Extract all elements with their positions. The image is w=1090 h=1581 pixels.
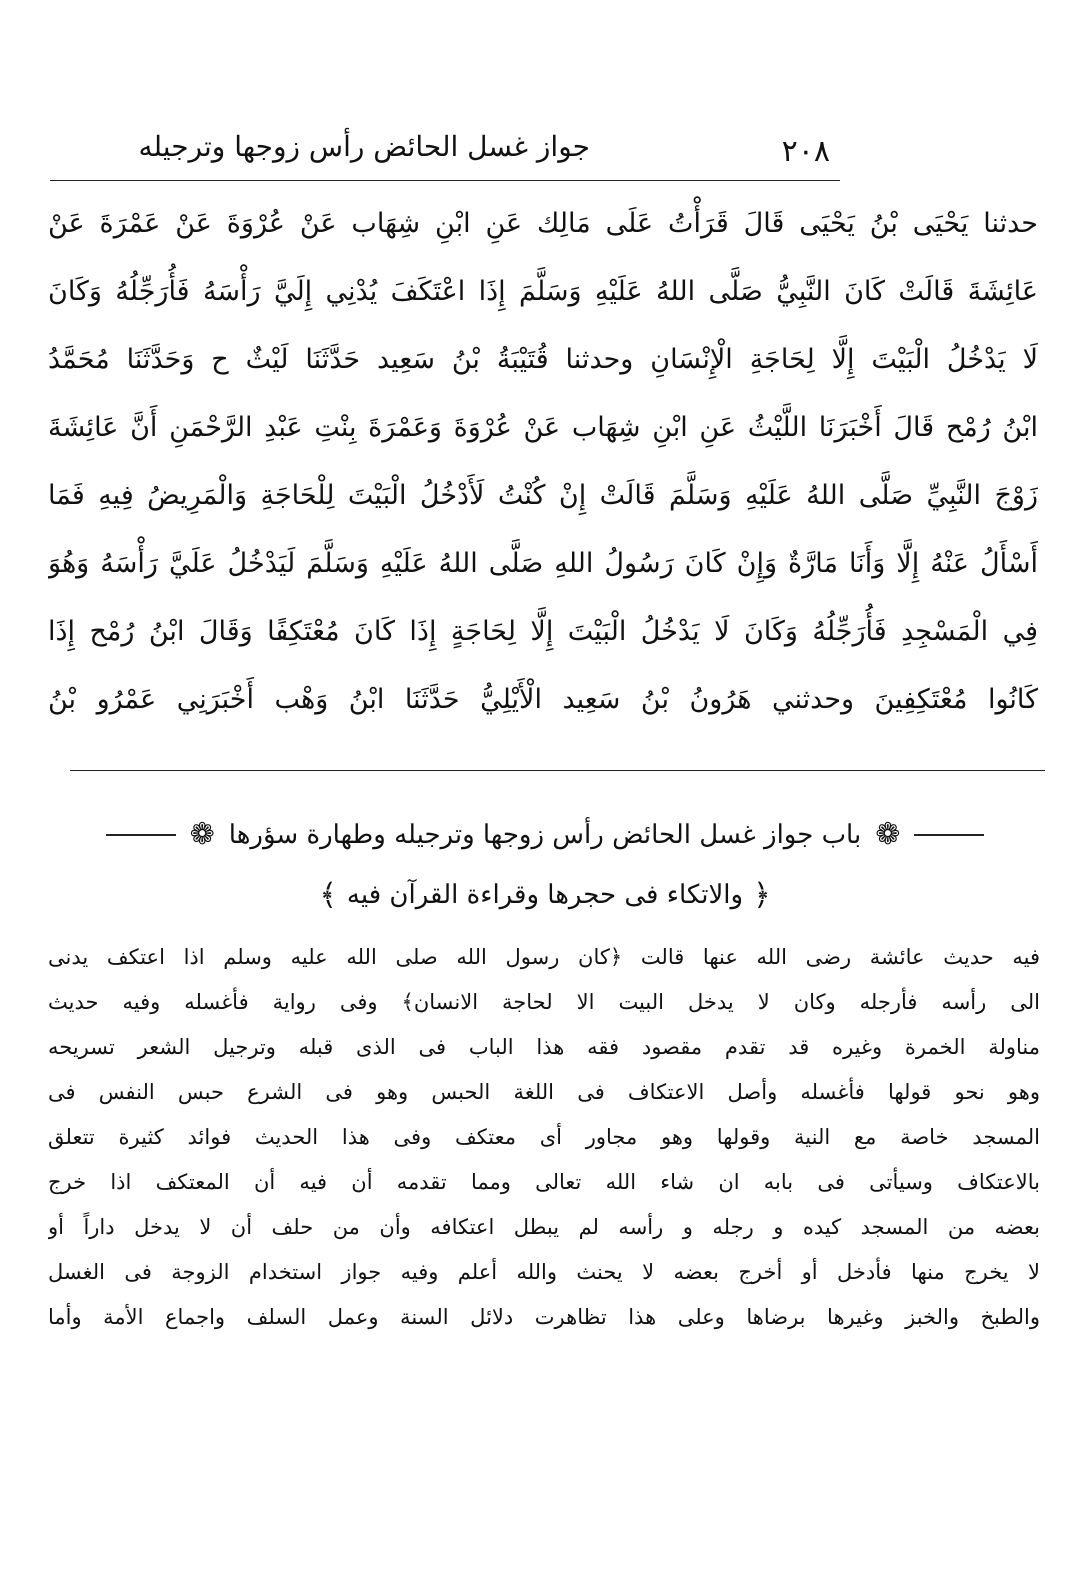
header-divider <box>50 180 840 181</box>
commentary-line: الى رأسه فأرجله وكان لا يدخل البيت الا لحاجة الانسان﴾ وفى رواية فأغسله وفيه حديث <box>48 990 1040 1014</box>
flourish-ornament-icon: ❁ <box>875 817 901 852</box>
commentary-line: فيه حديث عائشة رضى الله عنها قالت ﴿كان رسول الله صلى الله عليه وسلم اذا اعتكف يدنى <box>48 945 1040 969</box>
section-divider <box>70 770 1045 771</box>
commentary-line: بالاعتكاف وسيأتى فى بابه ان شاء الله تعالى ومما تقدمه أن فيه أن المعتكف اذا خرج <box>48 1170 1040 1194</box>
commentary-line: مناولة الخمرة وغيره قد تقدم مقصود فقه هذا الباب فى الذى قبله وترجيل الشعر تسريحه <box>48 1035 1040 1059</box>
commentary-line: المسجد خاصة مع النية وقولها وهو مجاور أى معتكف وفى هذا الحديث فوائد كثيرة تتعلق <box>48 1125 1040 1149</box>
chapter-title: باب جواز غسل الحائض رأس زوجها وترجيله وطهارة سؤرها <box>228 820 862 850</box>
chapter-heading <box>70 805 1020 925</box>
commentary-line: والطبخ والخبز وغيرها برضاها وعلى هذا تظاهرت دلائل السنة وعمل السلف واجماع الأمة وأما <box>48 1305 1040 1329</box>
hadith-line: حدثنا يَحْيَى بْنُ يَحْيَى قَالَ قَرَأْتُ عَلَى مَالِك عَنِ ابْنِ شِهَاب عَنْ عُرْوَةَ عَنْ عَمْرَةَ عَنْ <box>48 208 1038 239</box>
ornamental-bracket-icon: ﴿ <box>753 877 771 913</box>
hadith-line: أَسْأَلُ عَنْهُ إِلَّا وَأَنَا مَارَّةٌ وَإِنْ كَانَ رَسُولُ اللهِ صَلَّى اللهُ عَلَيْهِ وَسَلَّمَ لَيَدْخُلُ عَلَيَّ رَأْسَهُ وَهُوَ <box>48 548 1038 579</box>
page-header <box>50 118 840 178</box>
hadith-line: فِي الْمَسْجِدِ فَأُرَجِّلُهُ وَكَانَ لَا يَدْخُلُ الْبَيْتَ إِلَّا لِحَاجَةٍ إِذَا كَانَ مُعْتَكِفًا وَقَالَ ابْنُ رُمْح إِذَا <box>48 616 1038 647</box>
chapter-subtitle: والاتكاء فى حجرها وقراءة القرآن فيه <box>346 880 744 910</box>
hadith-line: زَوْجَ النَّبِيِّ صَلَّى اللهُ عَلَيْهِ وَسَلَّمَ قَالَتْ إِنْ كُنْتُ لَأَدْخُلُ الْبَيْتَ لِلْحَاجَةِ وَالْمَرِيضُ فِيهِ فَمَا <box>48 480 1038 511</box>
chapter-heading-line <box>70 867 1020 923</box>
ornamental-bracket-icon: ﴾ <box>319 877 337 913</box>
hadith-text-block <box>48 190 1038 750</box>
commentary-block <box>48 935 1040 1395</box>
hadith-line: لَا يَدْخُلُ الْبَيْتَ إِلَّا لِحَاجَةِ الْإِنْسَانِ وحدثنا قُتَيْبَةُ بْنُ سَعِيد حَدَّثَنَا لَيْثٌ ح وَحَدَّثَنَا مُحَمَّدُ <box>48 344 1038 375</box>
commentary-line: وهو نحو قولها فأغسله وأصل الاعتكاف فى اللغة الحبس وهو فى الشرع حبس النفس فى <box>48 1080 1040 1104</box>
page-number: ٢٠٨ <box>781 134 830 169</box>
dash-ornament <box>106 834 176 836</box>
flourish-ornament-icon: ❁ <box>189 817 215 852</box>
chapter-heading-line <box>70 805 1020 865</box>
hadith-line: كَانُوا مُعْتَكِفِينَ وحدثني هَرُونُ بْنُ سَعِيد الْأَيْلِيُّ حَدَّثَنَا ابْنُ وَهْب أَخْبَرَنِي عَمْرُو بْنُ <box>48 684 1038 715</box>
commentary-line: لا يخرج منها فأدخل أو أخرج بعضه لا يحنث والله أعلم وفيه جواز استخدام الزوجة فى الغسل <box>48 1260 1040 1284</box>
dash-ornament <box>914 834 984 836</box>
running-title: جواز غسل الحائض رأس زوجها وترجيله <box>138 130 590 163</box>
hadith-line: عَائِشَةَ قَالَتْ كَانَ النَّبِيُّ صَلَّى اللهُ عَلَيْهِ وَسَلَّمَ إِذَا اعْتَكَفَ يُدْنِي إِلَيَّ رَأْسَهُ فَأُرَجِّلُهُ وَكَانَ <box>48 276 1038 307</box>
hadith-line: ابْنُ رُمْح قَالَ أَخْبَرَنَا اللَّيْثُ عَنِ ابْنِ شِهَاب عَنْ عُرْوَةَ وَعَمْرَةَ بِنْتِ عَبْدِ الرَّحْمَنِ أَنَّ عَائِشَةَ <box>48 412 1038 443</box>
commentary-line: بعضه من المسجد كيده و رجله و رأسه لم يبطل اعتكافه وأن من حلف أن لا يدخل داراً أو <box>48 1215 1040 1239</box>
